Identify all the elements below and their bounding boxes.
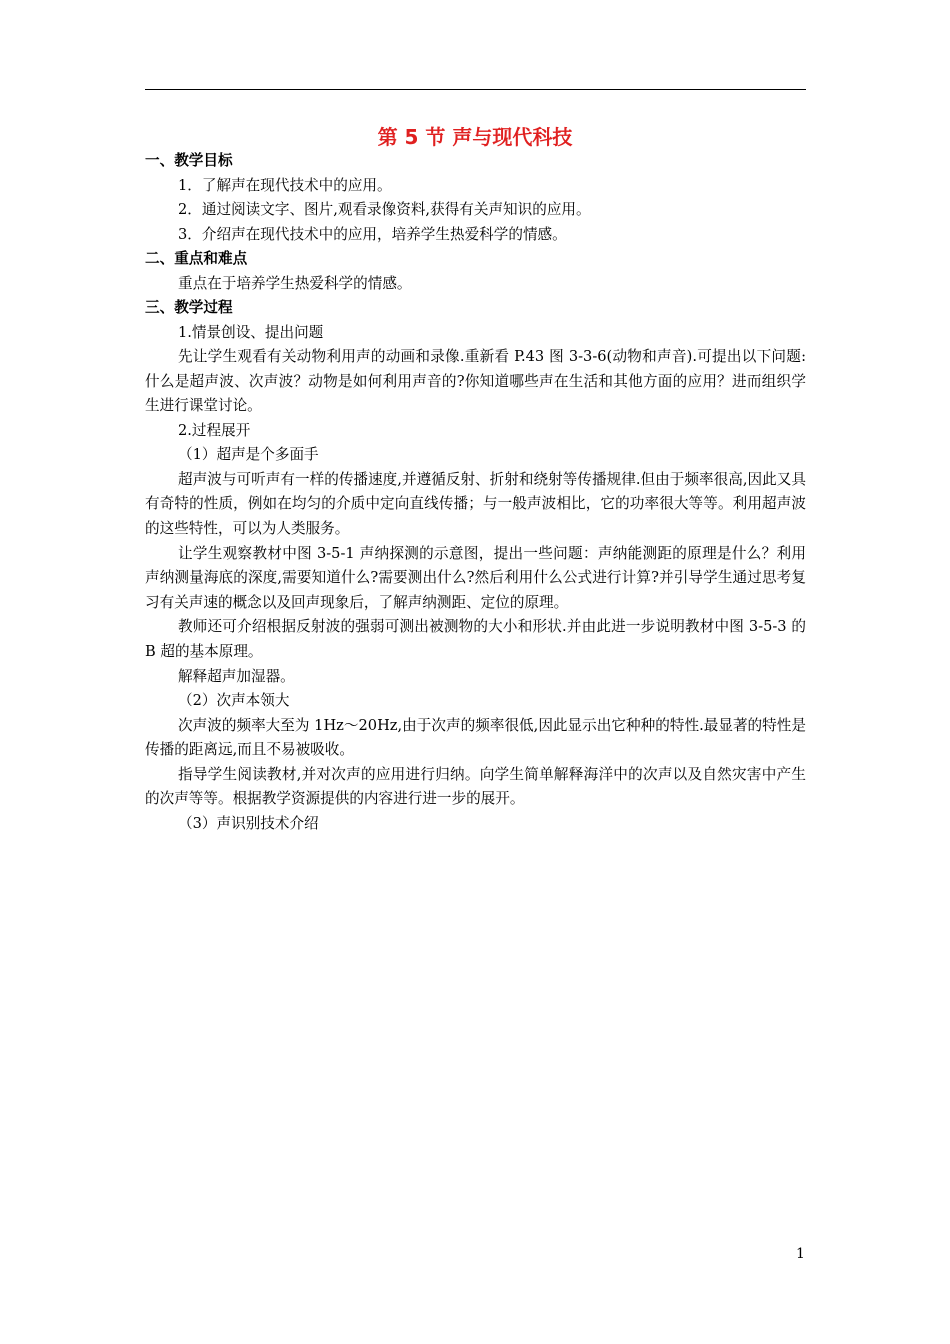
paragraph: 让学生观察教材中图 3-5-1 声纳探测的示意图，提出一些问题：声纳能测距的原理是什么？利用声纳测量海底的深度,需要知道什么?需要测出什么?然后利用什么公式进行计算?并引导学生通过思考复习有关声速的概念以及回声现象后，了解声纳测距、定位的原理。: [145, 544, 806, 611]
section-heading-key-points: 二、重点和难点: [145, 250, 248, 267]
document-title: 第 5 节 声与现代科技: [377, 125, 573, 149]
subheading: （2）次声本领大: [178, 692, 290, 710]
paragraph: 先让学生观看有关动物利用声的动画和录像.重新看 P.43 图 3-3-6(动物和声音).可提出以下问题:什么是超声波、次声波？动物是如何利用声音的?你知道哪些声在生活和其他方面的应用？进而组织学生进行课堂讨论。: [145, 348, 806, 415]
paragraph: 教师还可介绍根据反射波的强弱可测出被测物的大小和形状.并由此进一步说明教材中图 3-5-3 的 B 超的基本原理。: [145, 618, 806, 660]
document-body: [145, 149, 806, 837]
subheading: （3）声识别技术介绍: [178, 815, 319, 832]
paragraph: 次声波的频率大至为 1Hz～20Hz,由于次声的频率很低,因此显示出它种种的特性.最显著的特性是传播的距离远,而且不易被吸收。: [145, 716, 806, 759]
subheading: 1.情景创设、提出问题: [178, 323, 324, 341]
page-number: 1: [796, 1246, 805, 1262]
subheading: （1）超声是个多面手: [178, 446, 319, 464]
objective-item: 2．通过阅读文字、图片,观看录像资料,获得有关声知识的应用。: [178, 201, 591, 218]
paragraph: 超声波与可听声有一样的传播速度,并遵循反射、折射和绕射等传播规律.但由于频率很高,因此又具有奇特的性质，例如在均匀的介质中定向直线传播；与一般声波相比，它的功率很大等等。利用超声波的这些特性，可以为人类服务。: [145, 470, 806, 537]
header-rule: [145, 89, 806, 90]
section-heading-objectives: 一、教学目标: [145, 152, 233, 169]
objective-item: 1．了解声在现代技术中的应用。: [178, 176, 392, 194]
key-points-text: 重点在于培养学生热爱科学的情感。: [178, 274, 412, 292]
paragraph: 解释超声加湿器。: [178, 667, 295, 685]
objective-item: 3．介绍声在现代技术中的应用，培养学生热爱科学的情感。: [178, 225, 567, 243]
section-heading-process: 三、教学过程: [145, 299, 233, 316]
subheading: 2.过程展开: [178, 421, 251, 439]
paragraph: 指导学生阅读教材,并对次声的应用进行归纳。向学生简单解释海洋中的次声以及自然灾害中产生的次声等等。根据教学资源提供的内容进行进一步的展开。: [145, 765, 806, 808]
